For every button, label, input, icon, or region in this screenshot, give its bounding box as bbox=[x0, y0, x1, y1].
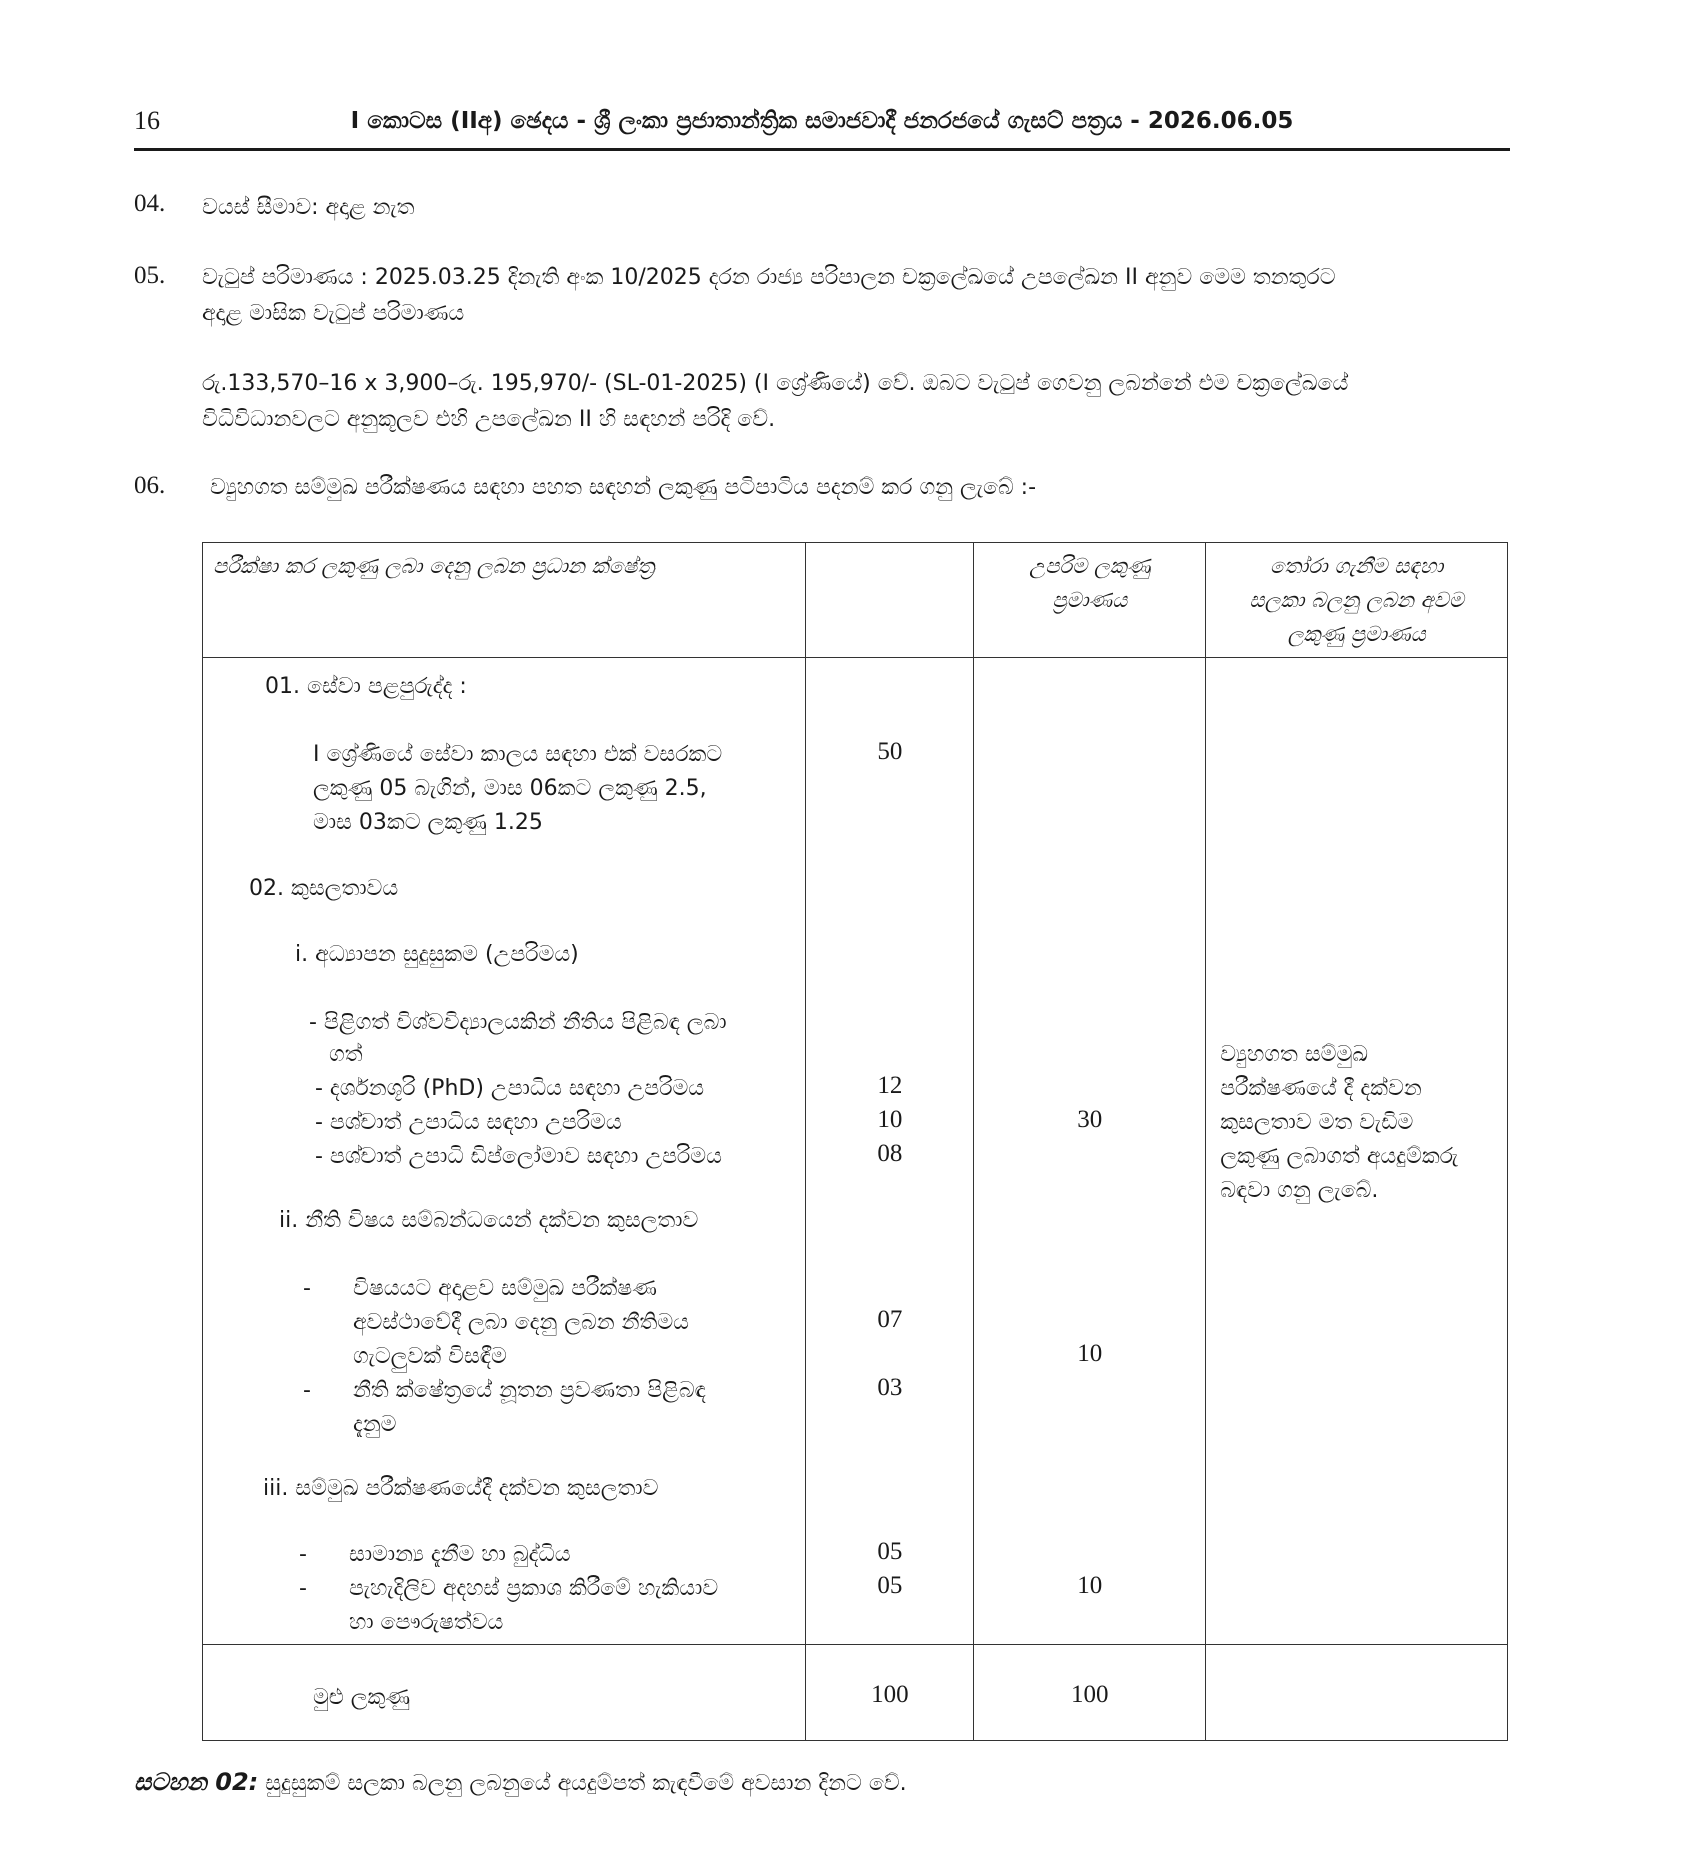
section-05-line-1: වැටුප් පරිමාණය : 2025.03.25 දිනැති අංක 10/2025 දරන රාජ්‍ය පරිපාලන චක්‍රලේඛයේ උපලේඛන II අනුව මෙම තනතුරට bbox=[202, 265, 1336, 290]
item-02-i-a-l1: - පිළිගත් විශ්වවිද්‍යාලයකින් නීතිය පිළිබඳ ලබා bbox=[309, 1010, 727, 1035]
marks-legal-trends: 03 bbox=[877, 1374, 903, 1401]
sub-marks-cell bbox=[806, 658, 974, 1645]
min-marks-note-l2: පරීක්ෂණයේ දී දක්වන bbox=[1220, 1076, 1422, 1101]
page-header bbox=[134, 106, 1510, 151]
section-06-text: ව්‍යුහගත සම්මුඛ පරීක්ෂණය සඳහා පහත සඳහන් ලකුණු පටිපාටිය පදනම් කර ගනු ලැබේ :- bbox=[210, 475, 1037, 500]
item-02-ii-a-l3: ගැටලුවක් විසඳීම bbox=[353, 1344, 507, 1369]
total-sub-cell bbox=[806, 1645, 974, 1741]
total-min-cell bbox=[1206, 1645, 1508, 1741]
min-marks-note-l3: කුසලතාව මත වැඩිම bbox=[1220, 1110, 1414, 1135]
item-01: 01. සේවා පළපුරුද්ද : bbox=[265, 674, 467, 699]
item-02-i: i. අධ්‍යාපන සුදුසුකම (උපරිමය) bbox=[295, 942, 579, 967]
item-02-iii-b-l2: හා පෞරුෂත්වය bbox=[349, 1610, 504, 1635]
marks-expression-personality: 05 bbox=[877, 1572, 903, 1599]
max-marks-education: 30 bbox=[1077, 1106, 1103, 1133]
item-02-iii-b-dash: - bbox=[299, 1576, 307, 1601]
item-02-ii-a-l2: අවස්ථාවේදී ලබා දෙනු ලබන නීතිමය bbox=[353, 1310, 689, 1335]
header-max-marks: උපරිම ලකුණු ප්‍රමාණය bbox=[974, 543, 1206, 658]
marks-postgraduate-degree: 10 bbox=[877, 1106, 903, 1133]
min-marks-note-l5: බඳවා ගනු ලැබේ. bbox=[1220, 1178, 1379, 1203]
section-05-line-4: විධිවිධානවලට අනුකූලව එහි උපලේඛන II හි සඳහන් පරිදි වේ. bbox=[202, 407, 776, 432]
footnote-label: සටහන 02: bbox=[134, 1768, 259, 1796]
section-05-line-3: රු.133,570–16 x 3,900–රු. 195,970/- (SL-01-2025) (I ශ්‍රේණියේ) වේ. ඔබට වැටුප් ගෙවනු ලබන්නේ එම චක්‍රලේඛයේ bbox=[202, 371, 1349, 396]
item-02-i-a-l2: ගත් bbox=[329, 1042, 363, 1067]
marks-phd: 12 bbox=[877, 1072, 903, 1099]
item-02-i-b: - දර්ශනශූරි (PhD) උපාධිය සඳහා උපරිමය bbox=[315, 1076, 705, 1101]
max-marks-legal-skill: 10 bbox=[1077, 1340, 1103, 1367]
header-min-marks: තෝරා ගැනීම සඳහා සලකා බලනු ලබන අවම ලකුණු ප්‍රමාණය bbox=[1206, 543, 1508, 658]
gazette-title: I කොටස (IIඅ) ඡෙදය - ශ්‍රී ලංකා ප්‍රජාතාන්ත්‍රික සමාජවාදී ජනරජයේ ගැසට් පත්‍රය - 2026.06.05 bbox=[350, 108, 1294, 134]
marks-general-knowledge: 05 bbox=[877, 1538, 903, 1565]
footnote-text: සුදුසුකම් සලකා බලනු ලබනුයේ අයදුම්පත් කැඳවීමේ අවසාන දිනට වේ. bbox=[258, 1771, 907, 1796]
footnote bbox=[134, 1768, 907, 1796]
item-01-detail-l3: මාස 03කට ලකුණු 1.25 bbox=[313, 810, 543, 835]
item-01-detail-l2: ලකුණු 05 බැගින්, මාස 06කට ලකුණු 2.5, bbox=[313, 776, 707, 801]
section-04-number: 04. bbox=[134, 190, 166, 217]
max-marks-interview-skill: 10 bbox=[1077, 1572, 1103, 1599]
item-02-ii-a-l1: විෂයයට අදාළව සම්මුඛ පරීක්ෂණ bbox=[353, 1276, 657, 1301]
item-02-iii-a: සාමාන්‍ය දැනීම හා බුද්ධිය bbox=[349, 1542, 571, 1567]
section-06-number: 06. bbox=[134, 472, 166, 499]
section-05-number: 05. bbox=[134, 262, 166, 289]
item-02: 02. කුසලතාවය bbox=[249, 876, 399, 901]
item-02-ii-b-l2: දැනුම bbox=[353, 1412, 397, 1437]
total-max-marks: 100 bbox=[1071, 1681, 1109, 1708]
marks-legal-problem-solving: 07 bbox=[877, 1306, 903, 1333]
min-marks-note-l1: ව්‍යුහගත සම්මුඛ bbox=[1220, 1042, 1369, 1067]
marks-service-experience: 50 bbox=[877, 738, 903, 765]
item-02-iii: iii. සම්මුඛ පරීක්ෂණයේදී දක්වන කුසලතාව bbox=[263, 1476, 659, 1501]
min-marks-cell bbox=[1206, 658, 1508, 1645]
header-sub-marks bbox=[806, 543, 974, 658]
table-header-row bbox=[203, 543, 1508, 658]
marks-postgraduate-diploma: 08 bbox=[877, 1140, 903, 1167]
total-label: මුළු ලකුණු bbox=[313, 1685, 411, 1710]
section-04-text: වයස් සීමාව: අදාළ නැත bbox=[202, 195, 415, 220]
header-main-areas: පරීක්ෂා කර ලකුණු ලබා දෙනු ලබන ප්‍රධාන ක්ෂේත්‍ර bbox=[203, 543, 806, 658]
item-02-ii-b-dash: - bbox=[303, 1378, 311, 1403]
table-body-row bbox=[203, 658, 1508, 1645]
marks-table bbox=[202, 542, 1508, 1741]
item-02-iii-a-dash: - bbox=[299, 1542, 307, 1567]
item-02-ii-a-dash: - bbox=[303, 1276, 311, 1301]
total-sub-marks: 100 bbox=[871, 1681, 909, 1708]
item-01-detail-l1: I ශ්‍රේණියේ සේවා කාලය සඳහා එක් වසරකට bbox=[313, 742, 723, 767]
item-02-ii-b-l1: නීති ක්ෂේත්‍රයේ නූතන ප්‍රවණතා පිළිබඳ bbox=[353, 1378, 706, 1403]
criteria-cell bbox=[203, 658, 806, 1645]
item-02-i-c: - පශ්චාත් උපාධිය සඳහා උපරිමය bbox=[315, 1110, 622, 1135]
max-marks-cell bbox=[974, 658, 1206, 1645]
min-marks-note-l4: ලකුණු ලබාගත් අයදුම්කරු bbox=[1220, 1144, 1459, 1169]
total-max-cell bbox=[974, 1645, 1206, 1741]
section-05-line-2: අදාළ මාසික වැටුප් පරිමාණය bbox=[202, 301, 465, 326]
item-02-ii: ii. නීති විෂය සම්බන්ධයෙන් දක්වන කුසලතාව bbox=[279, 1208, 699, 1233]
item-02-i-d: - පශ්චාත් උපාධි ඩිප්ලෝමාව සඳහා උපරිමය bbox=[315, 1144, 722, 1169]
item-02-iii-b-l1: පැහැදිලිව අදහස් ප්‍රකාශ කිරීමේ හැකියාව bbox=[349, 1576, 719, 1601]
page-number: 16 bbox=[134, 106, 160, 135]
total-row bbox=[203, 1645, 1508, 1741]
total-label-cell bbox=[203, 1645, 806, 1741]
